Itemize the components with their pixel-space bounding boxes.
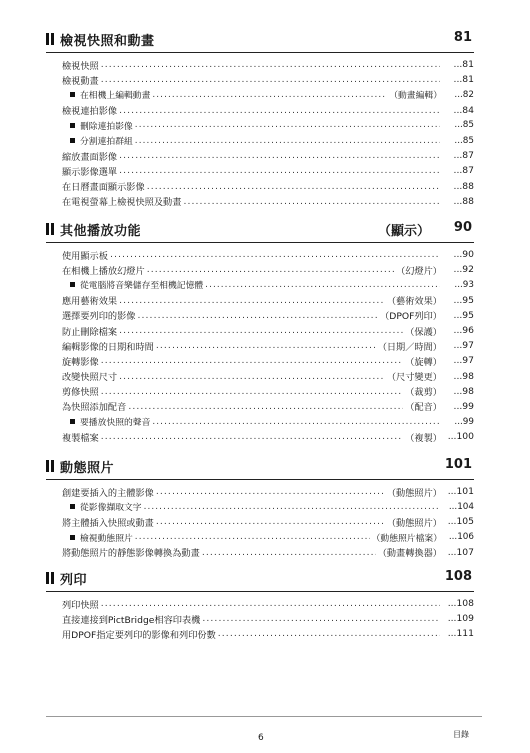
entry-label: 編輯影像的日期和時間 xyxy=(62,341,154,353)
entry-page-number: ...81 xyxy=(453,59,474,71)
entry-label: 檢視連拍影像 xyxy=(62,106,118,118)
entry-page-number: ...99 xyxy=(454,416,474,427)
section-title: 動態照片 xyxy=(60,461,115,476)
section-header xyxy=(46,457,474,480)
square-bullet-icon xyxy=(70,138,75,143)
entry-page-number: ...99 xyxy=(453,400,474,412)
square-bullet-icon xyxy=(70,92,75,97)
dot-leader xyxy=(152,90,387,100)
toc-entry[interactable] xyxy=(62,626,474,641)
dot-leader xyxy=(183,196,440,207)
toc-entry[interactable] xyxy=(62,308,474,323)
entry-label: 為快照添加配音 xyxy=(62,402,127,414)
entry-page-number: ...81 xyxy=(453,74,474,86)
entry-label: 使用顯示板 xyxy=(62,250,108,262)
entry-label: 在相機上播放幻燈片 xyxy=(62,265,145,277)
entry-note: （日期／時間） xyxy=(377,341,442,353)
footer-page-number: 6 xyxy=(258,733,264,743)
entry-page-number: ...92 xyxy=(453,264,474,276)
entry-label: 複製檔案 xyxy=(62,432,99,444)
section-page-number: 90 xyxy=(453,220,472,235)
section-marker-icon xyxy=(46,223,49,235)
dot-leader xyxy=(202,547,376,558)
dot-leader xyxy=(156,340,376,351)
toc-section-other-playback xyxy=(46,220,474,444)
toc-entry[interactable] xyxy=(62,247,474,262)
toc-entry[interactable] xyxy=(62,399,474,414)
dot-leader xyxy=(202,613,440,624)
entry-label: 檢視動態照片 xyxy=(80,533,133,544)
dot-leader xyxy=(138,310,379,321)
toc-entries xyxy=(46,57,474,209)
dot-leader xyxy=(101,598,440,609)
toc-subentry[interactable] xyxy=(62,277,474,292)
entry-label: 直接連接到PictBridge相容印表機 xyxy=(62,614,201,626)
entry-note: （旋轉） xyxy=(405,356,442,368)
dot-leader xyxy=(144,502,440,512)
entry-label: 旋轉影像 xyxy=(62,356,99,368)
entry-label: 檢視快照 xyxy=(62,60,99,72)
entry-note: （動態照片檔案） xyxy=(371,533,442,544)
toc-entry[interactable] xyxy=(62,262,474,277)
toc-entry[interactable] xyxy=(62,369,474,384)
entry-label: 在電視螢幕上檢視快照及動畫 xyxy=(62,197,182,209)
toc-entry[interactable] xyxy=(62,514,474,529)
entry-page-number: ...84 xyxy=(453,104,474,116)
toc-entry[interactable] xyxy=(62,163,474,178)
entry-note: （尺寸變更） xyxy=(386,372,442,384)
toc-entry[interactable] xyxy=(62,484,474,499)
section-subtitle: （顯示） xyxy=(377,224,430,239)
section-title: 列印 xyxy=(60,573,88,588)
section-marker-icon xyxy=(51,223,54,235)
toc-entry[interactable] xyxy=(62,384,474,399)
entry-label: 創建要插入的主體影像 xyxy=(62,487,154,499)
entry-label: 用DPOF指定要列印的影像和列印份數 xyxy=(62,629,216,641)
entry-label: 刪除連拍影像 xyxy=(80,121,133,132)
dot-leader xyxy=(156,516,385,527)
toc-subentry[interactable] xyxy=(62,414,474,429)
dot-leader xyxy=(101,355,404,366)
toc-entry[interactable] xyxy=(62,323,474,338)
entry-page-number: ...109 xyxy=(447,613,474,625)
dot-leader xyxy=(119,295,385,306)
entry-page-number: ...96 xyxy=(453,325,474,337)
entry-page-number: ...85 xyxy=(454,120,474,131)
dot-leader xyxy=(135,136,440,146)
toc-entry[interactable] xyxy=(62,179,474,194)
entry-label: 將動態照片的靜態影像轉換為動畫 xyxy=(62,548,200,560)
dot-leader xyxy=(119,105,440,116)
footer-divider xyxy=(46,716,482,717)
entry-page-number: ...98 xyxy=(453,385,474,397)
toc-subentry[interactable] xyxy=(62,499,474,514)
entry-label: 分割連拍群組 xyxy=(80,137,133,148)
square-bullet-icon xyxy=(70,504,75,509)
entry-label: 改變快照尺寸 xyxy=(62,372,118,384)
square-bullet-icon xyxy=(70,535,75,540)
entry-page-number: ...95 xyxy=(453,294,474,306)
dot-leader xyxy=(205,280,440,290)
section-marker-icon xyxy=(51,460,54,472)
toc-entry[interactable] xyxy=(62,338,474,353)
section-header xyxy=(46,30,474,53)
toc-entry[interactable] xyxy=(62,353,474,368)
toc-entry[interactable] xyxy=(62,57,474,72)
toc-subentry[interactable] xyxy=(62,133,474,148)
entry-note: （動畫轉換器） xyxy=(377,548,442,560)
toc-entry[interactable] xyxy=(62,596,474,611)
entry-label: 選擇要列印的影像 xyxy=(62,311,136,323)
section-marker-icon xyxy=(46,572,49,584)
section-page-number: 101 xyxy=(444,457,472,472)
section-marker-icon xyxy=(46,460,49,472)
entry-page-number: ...87 xyxy=(453,150,474,162)
entry-page-number: ...97 xyxy=(453,340,474,352)
section-marker-icon xyxy=(51,33,54,45)
toc-subentry[interactable] xyxy=(62,118,474,133)
entry-label: 檢視動畫 xyxy=(62,75,99,87)
dot-leader xyxy=(147,264,394,275)
toc-entries xyxy=(46,247,474,444)
entry-label: 縮放畫面影像 xyxy=(62,151,118,163)
footer-toc-label: 目錄 xyxy=(453,730,469,739)
entry-label: 在相機上編輯動畫 xyxy=(80,91,151,102)
entry-note: （DPOF列印） xyxy=(380,311,442,323)
section-marker-icon xyxy=(46,33,49,45)
entry-label: 從電腦將音樂儲存至相機記憶體 xyxy=(80,281,204,292)
entry-label: 應用藝術效果 xyxy=(62,296,118,308)
section-title: 檢視快照和動畫 xyxy=(60,34,155,49)
dot-leader xyxy=(128,401,403,412)
entry-label: 從影像擷取文字 xyxy=(80,503,142,514)
entry-page-number: ...107 xyxy=(447,546,474,558)
entry-page-number: ...93 xyxy=(454,279,474,290)
toc-entry[interactable] xyxy=(62,429,474,444)
toc-section-playback xyxy=(46,30,474,209)
toc-subentry[interactable] xyxy=(62,87,474,102)
toc-entries xyxy=(46,596,474,642)
entry-label: 列印快照 xyxy=(62,599,99,611)
toc-section-dynamic-photo xyxy=(46,457,474,560)
toc-entry[interactable] xyxy=(62,148,474,163)
dot-leader xyxy=(135,120,440,130)
dot-leader xyxy=(101,431,404,442)
entry-page-number: ...98 xyxy=(453,370,474,382)
section-marker-icon xyxy=(51,572,54,584)
square-bullet-icon xyxy=(70,282,75,287)
entry-note: （動畫編輯） xyxy=(389,91,442,102)
dot-leader xyxy=(156,486,385,497)
square-bullet-icon xyxy=(70,419,75,424)
toc-entry[interactable] xyxy=(62,545,474,560)
dot-leader xyxy=(110,249,440,260)
dot-leader xyxy=(119,325,403,336)
toc-entries xyxy=(46,484,474,560)
dot-leader xyxy=(135,532,370,542)
toc-entry[interactable] xyxy=(62,194,474,209)
entry-page-number: ...105 xyxy=(447,516,474,528)
entry-page-number: ...97 xyxy=(453,355,474,367)
entry-note: （保護） xyxy=(405,326,442,338)
entry-note: （裁剪） xyxy=(405,387,442,399)
toc-subentry[interactable] xyxy=(62,530,474,545)
section-header xyxy=(46,569,474,592)
dot-leader xyxy=(119,165,440,176)
toc-entry[interactable] xyxy=(62,103,474,118)
dot-leader xyxy=(101,74,440,85)
section-title: 其他播放功能 xyxy=(60,224,142,239)
entry-page-number: ...100 xyxy=(447,431,474,443)
entry-note: （配音） xyxy=(405,402,442,414)
entry-page-number: ...82 xyxy=(454,89,474,100)
entry-label: 要播放快照的聲音 xyxy=(80,418,151,429)
entry-page-number: ...88 xyxy=(453,195,474,207)
entry-page-number: ...106 xyxy=(448,532,474,543)
entry-note: （動態照片） xyxy=(386,517,442,529)
entry-label: 顯示影像選單 xyxy=(62,166,118,178)
entry-label: 將主體插入快照或動畫 xyxy=(62,517,154,529)
entry-page-number: ...104 xyxy=(448,501,474,512)
section-page-number: 108 xyxy=(444,569,472,584)
toc-entry[interactable] xyxy=(62,293,474,308)
entry-page-number: ...101 xyxy=(447,486,474,498)
entry-page-number: ...111 xyxy=(447,628,474,640)
dot-leader xyxy=(147,181,440,192)
dot-leader xyxy=(218,628,440,639)
square-bullet-icon xyxy=(70,123,75,128)
entry-note: （幻燈片） xyxy=(396,265,442,277)
entry-label: 在日曆畫面顯示影像 xyxy=(62,182,145,194)
entry-page-number: ...88 xyxy=(453,180,474,192)
section-header xyxy=(46,220,474,243)
entry-page-number: ...87 xyxy=(453,165,474,177)
entry-page-number: ...108 xyxy=(447,598,474,610)
section-page-number: 81 xyxy=(453,30,472,45)
entry-page-number: ...90 xyxy=(453,249,474,261)
entry-note: （動態照片） xyxy=(386,487,442,499)
entry-label: 防止刪除檔案 xyxy=(62,326,118,338)
entry-label: 剪修快照 xyxy=(62,387,99,399)
entry-note: （複製） xyxy=(405,432,442,444)
entry-note: （藝術效果） xyxy=(386,296,442,308)
dot-leader xyxy=(119,150,440,161)
entry-page-number: ...95 xyxy=(453,309,474,321)
dot-leader xyxy=(101,59,440,70)
dot-leader xyxy=(152,417,440,427)
dot-leader xyxy=(101,386,404,397)
entry-page-number: ...85 xyxy=(454,135,474,146)
dot-leader xyxy=(119,371,385,382)
toc-entry[interactable] xyxy=(62,611,474,626)
toc-section-printing xyxy=(46,569,474,642)
toc-entry[interactable] xyxy=(62,72,474,87)
